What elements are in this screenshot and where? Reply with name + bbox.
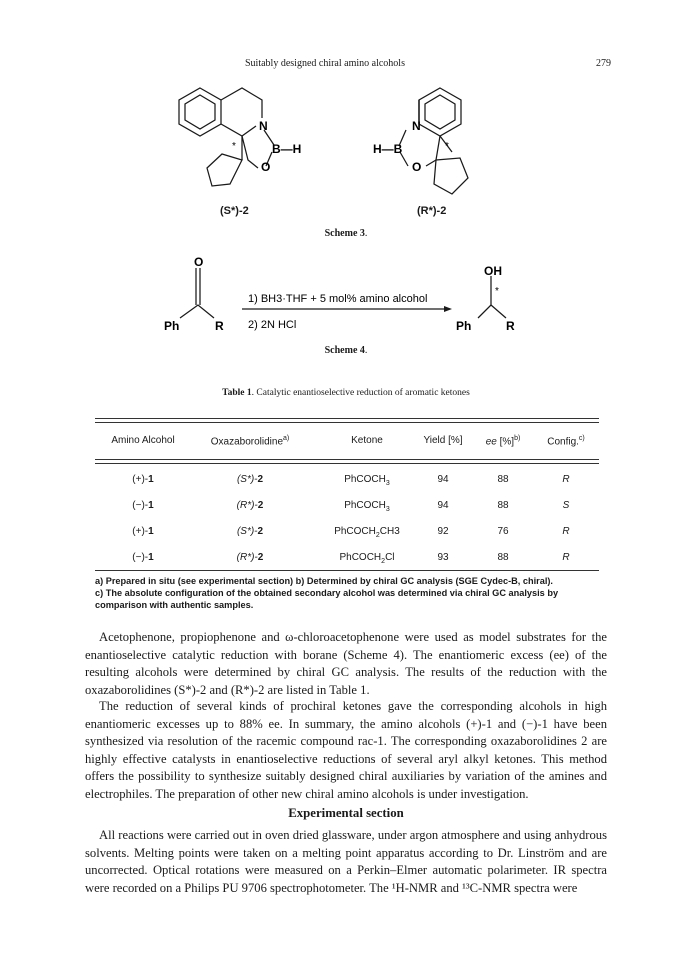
- table-cell-ee: 88: [497, 500, 509, 511]
- table-footnotes: [95, 575, 605, 611]
- table-top-rule: [95, 418, 599, 423]
- table-cell-config: R: [562, 474, 570, 485]
- atom-N-right: N: [412, 119, 421, 133]
- table-cell-yield: 93: [437, 552, 449, 563]
- scheme3-right-structure: [370, 80, 520, 220]
- table-cell-amino-alcohol: (−)-1: [132, 552, 154, 563]
- table-cell-oxazaborolidine: (S*)-2: [236, 474, 264, 485]
- scheme3-left-structure: [160, 80, 310, 220]
- col-header-config: Config.$^{c)}$: [547, 435, 585, 448]
- atom-O-right: O: [412, 160, 422, 174]
- cyclopentane-left: [207, 154, 242, 186]
- running-head-title: Suitably designed chiral amino alcohols: [245, 58, 405, 69]
- benzene-inner-left: [185, 95, 215, 129]
- product-OH: OH: [484, 264, 502, 278]
- cyclopentane-right: [434, 158, 468, 194]
- table-cell-oxazaborolidine: (R*)-2: [236, 500, 264, 511]
- table-cell-ee: 88: [497, 474, 509, 485]
- table-header-rule: [95, 459, 599, 464]
- body-paragraph-1: Acetophenone, propiophenone and ω-chloroacetophenone were used as model substrates for the enantioselective catalytic reduction with borane (Scheme 4). The enantiomeric excess (ee) of the resulting alcohols were determined by chiral GC analysis. The results of the reduction with the oxazaborolidines (S*)-2 and (R*)-2 are listed in Table 1.: [85, 630, 607, 697]
- table-bottom-rule: [95, 570, 599, 571]
- page-number: 279: [596, 58, 611, 69]
- table-cell-ketone: PhCOCH$_3$: [344, 474, 390, 487]
- table-cell-ketone: PhCOCH$_3$: [344, 500, 390, 513]
- table-caption: Table 1. Catalytic enantioselective reduction of aromatic ketones: [222, 388, 470, 398]
- col-header-ee: ee [%]$^{b)}$: [485, 435, 521, 448]
- scheme4-caption: Scheme 4.: [324, 345, 368, 356]
- table-cell-amino-alcohol: (−)-1: [132, 500, 154, 511]
- body-paragraph-3: All reactions were carried out in oven dried glassware, under argon atmosphere and using anhydrous solvents. Melting points were taken on a melting point apparatus according to Dr. Linström and are uncorrected. Optical rotations were measured on a Perkin–Elmer automatic polarimeter. IR spectra were recorded on a Philips PU 9706 spectrophotometer. The ¹H-NMR and ¹³C-NMR spectra were: [85, 828, 607, 895]
- reactant-Ph: Ph: [164, 319, 180, 333]
- table-cell-amino-alcohol: (+)-1: [132, 526, 154, 537]
- footnote-line: comparison with authentic samples.: [95, 600, 254, 610]
- col-header-yield: Yield [%]: [423, 435, 463, 446]
- col-header-ketone: Ketone: [351, 435, 383, 446]
- table-cell-oxazaborolidine: (S*)-2: [236, 526, 264, 537]
- table-cell-amino-alcohol: (+)-1: [132, 474, 154, 485]
- stereo-star-left: *: [232, 141, 236, 152]
- footnote-line: c) The absolute configuration of the obtained secondary alcohol was determined via chiral GC analysis by: [95, 588, 559, 598]
- atom-O-left: O: [261, 160, 271, 174]
- table-cell-oxazaborolidine: (R*)-2: [236, 552, 264, 563]
- table-cell-config: R: [562, 526, 570, 537]
- footnote-line: a) Prepared in situ (see experimental section) b) Determined by chiral GC analysis (SGE Cydec-B, chiral).: [95, 576, 553, 586]
- atom-BH-left: B—H: [272, 142, 302, 156]
- col-header-oxazaborolidine: Oxazaborolidine$^{a)}$: [210, 435, 290, 448]
- section-heading: Experimental section: [288, 806, 404, 820]
- table-cell-ee: 88: [497, 552, 509, 563]
- condition-2: 2) 2N HCl: [248, 319, 297, 331]
- table-cell-ketone: PhCOCH$_2$Cl: [339, 552, 395, 565]
- table-cell-yield: 94: [437, 474, 449, 485]
- condition-1: 1) BH3·THF + 5 mol% amino alcohol: [248, 293, 428, 305]
- table-cell-ee: 76: [497, 526, 509, 537]
- compound-label-R-2: (R*)-2: [417, 205, 447, 217]
- col-header-amino-alcohol: Amino Alcohol: [111, 435, 175, 446]
- atom-HB-right: H—B: [373, 142, 403, 156]
- running-head: [0, 58, 692, 72]
- reactant-R: R: [215, 319, 224, 333]
- reactant-O: O: [194, 255, 204, 269]
- tetrahydro-ring-left: [221, 88, 262, 118]
- tetrahydro-ring-left-2: [221, 124, 256, 136]
- table-cell-ketone: PhCOCH$_2$CH3: [334, 526, 400, 539]
- table-cell-yield: 94: [437, 500, 449, 511]
- stereo-star-right: *: [445, 141, 449, 152]
- table-cell-yield: 92: [437, 526, 449, 537]
- atom-N-left: N: [259, 119, 268, 133]
- product-R: R: [506, 319, 515, 333]
- benzene-inner-right: [425, 95, 455, 129]
- product-Ph: Ph: [456, 319, 472, 333]
- scheme3-caption: Scheme 3.: [324, 228, 368, 239]
- scheme4-reaction: [160, 250, 540, 340]
- body-paragraph-2: The reduction of several kinds of prochiral ketones gave the corresponding alcohols in high enantiomeric excesses up to 88% ee. In summary, the amino alcohols (+)-1 and (−)-1 have been synthesized via resolution of the racemic compound rac-1. The corresponding oxazaborolidines 2 are highly effective catalysts in enantioselective reductions of several aryl alkyl ketones. This method offers the possibility to synthesize suitably designed chiral auxiliaries by variation of the amines and electrophiles. The preparation of other new chiral amino alcohols is under investigation.: [85, 699, 607, 801]
- compound-label-S-2: (S*)-2: [220, 205, 249, 217]
- product-star: *: [495, 286, 499, 297]
- table-cell-config: R: [562, 552, 570, 563]
- table-cell-config: S: [562, 500, 570, 511]
